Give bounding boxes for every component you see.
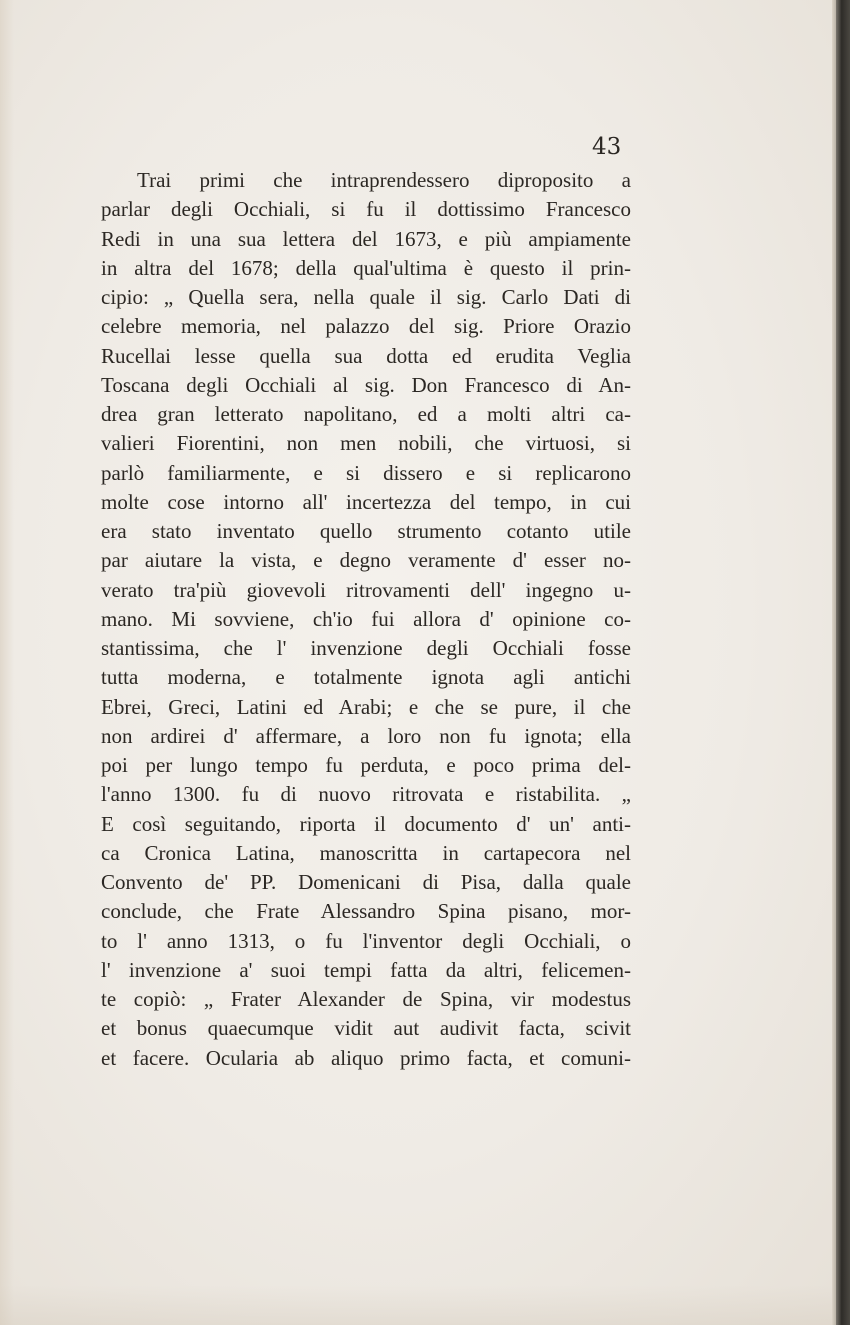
text-line: Rucellai lesse quella sua dotta ed erudita Veglia xyxy=(101,343,631,368)
text-line: stantissima, che l' invenzione degli Occhiali fosse xyxy=(101,636,631,660)
text-line: tutta moderna, e totalmente ignota agli antichi xyxy=(101,665,631,690)
text-line: parlò familiarmente, e si dissero e si replicarono xyxy=(101,460,631,485)
text-line: Redi in una sua lettera del 1673, e più ampiamente xyxy=(101,226,631,251)
text-line: era stato inventato quello strumento cotanto utile xyxy=(101,519,631,543)
text-line: par aiutare la vista, e degno veramente d' esser no- xyxy=(101,548,631,573)
text-line: et facere. Ocularia ab aliquo primo facta, et comuni- xyxy=(101,1045,631,1070)
text-line: verato tra'più giovevoli ritrovamenti dell' ingegno u- xyxy=(101,577,631,602)
gutter-shadow xyxy=(0,0,14,1325)
text-line: E così seguitando, riporta il documento d' un' anti- xyxy=(101,811,631,836)
text-line: ca Cronica Latina, manoscritta in cartapecora nel xyxy=(101,840,631,865)
text-line: Toscana degli Occhiali al sig. Don Francesco di An- xyxy=(101,372,631,397)
text-line: molte cose intorno all' incertezza del tempo, in cui xyxy=(101,489,631,514)
text-line: to l' anno 1313, o fu l'inventor degli Occhiali, o xyxy=(101,928,631,953)
text-line: mano. Mi sovviene, ch'io fui allora d' opinione co- xyxy=(101,606,631,631)
text-line: conclude, che Frate Alessandro Spina pisano, mor- xyxy=(101,899,631,924)
text-line: valieri Fiorentini, non men nobili, che virtuosi, si xyxy=(101,431,631,456)
text-line: Ebrei, Greci, Latini ed Arabi; e che se pure, il che xyxy=(101,694,631,719)
text-line: in altra del 1678; della qual'ultima è questo il prin- xyxy=(101,255,631,280)
text-line: non ardirei d' affermare, a loro non fu ignota; ella xyxy=(101,723,631,748)
text-line: l'anno 1300. fu di nuovo ritrovata e ristabilita. „ xyxy=(101,782,631,807)
text-line: celebre memoria, nel palazzo del sig. Priore Orazio xyxy=(101,314,631,339)
body-text xyxy=(101,166,631,1073)
text-line: cipio: „ Quella sera, nella quale il sig. Carlo Dati di xyxy=(101,285,631,309)
text-line: l' invenzione a' suoi tempi fatta da altri, felicemen- xyxy=(101,957,631,982)
page-number: 43 xyxy=(592,134,622,160)
text-line: poi per lungo tempo fu perduta, e poco prima del- xyxy=(101,753,631,777)
text-line: drea gran letterato napolitano, ed a molti altri ca- xyxy=(101,402,631,426)
paper-stain xyxy=(0,1285,850,1325)
text-line: parlar degli Occhiali, si fu il dottissimo Francesco xyxy=(101,197,631,222)
text-line: Trai primi che intraprendessero diproposito a xyxy=(137,168,631,192)
text-line: Convento de' PP. Domenicani di Pisa, dalla quale xyxy=(101,870,631,894)
book-edge xyxy=(836,0,850,1325)
text-line: et bonus quaecumque vidit aut audivit facta, scivit xyxy=(101,1016,631,1041)
text-line: te copiò: „ Frater Alexander de Spina, vir modestus xyxy=(101,987,631,1011)
